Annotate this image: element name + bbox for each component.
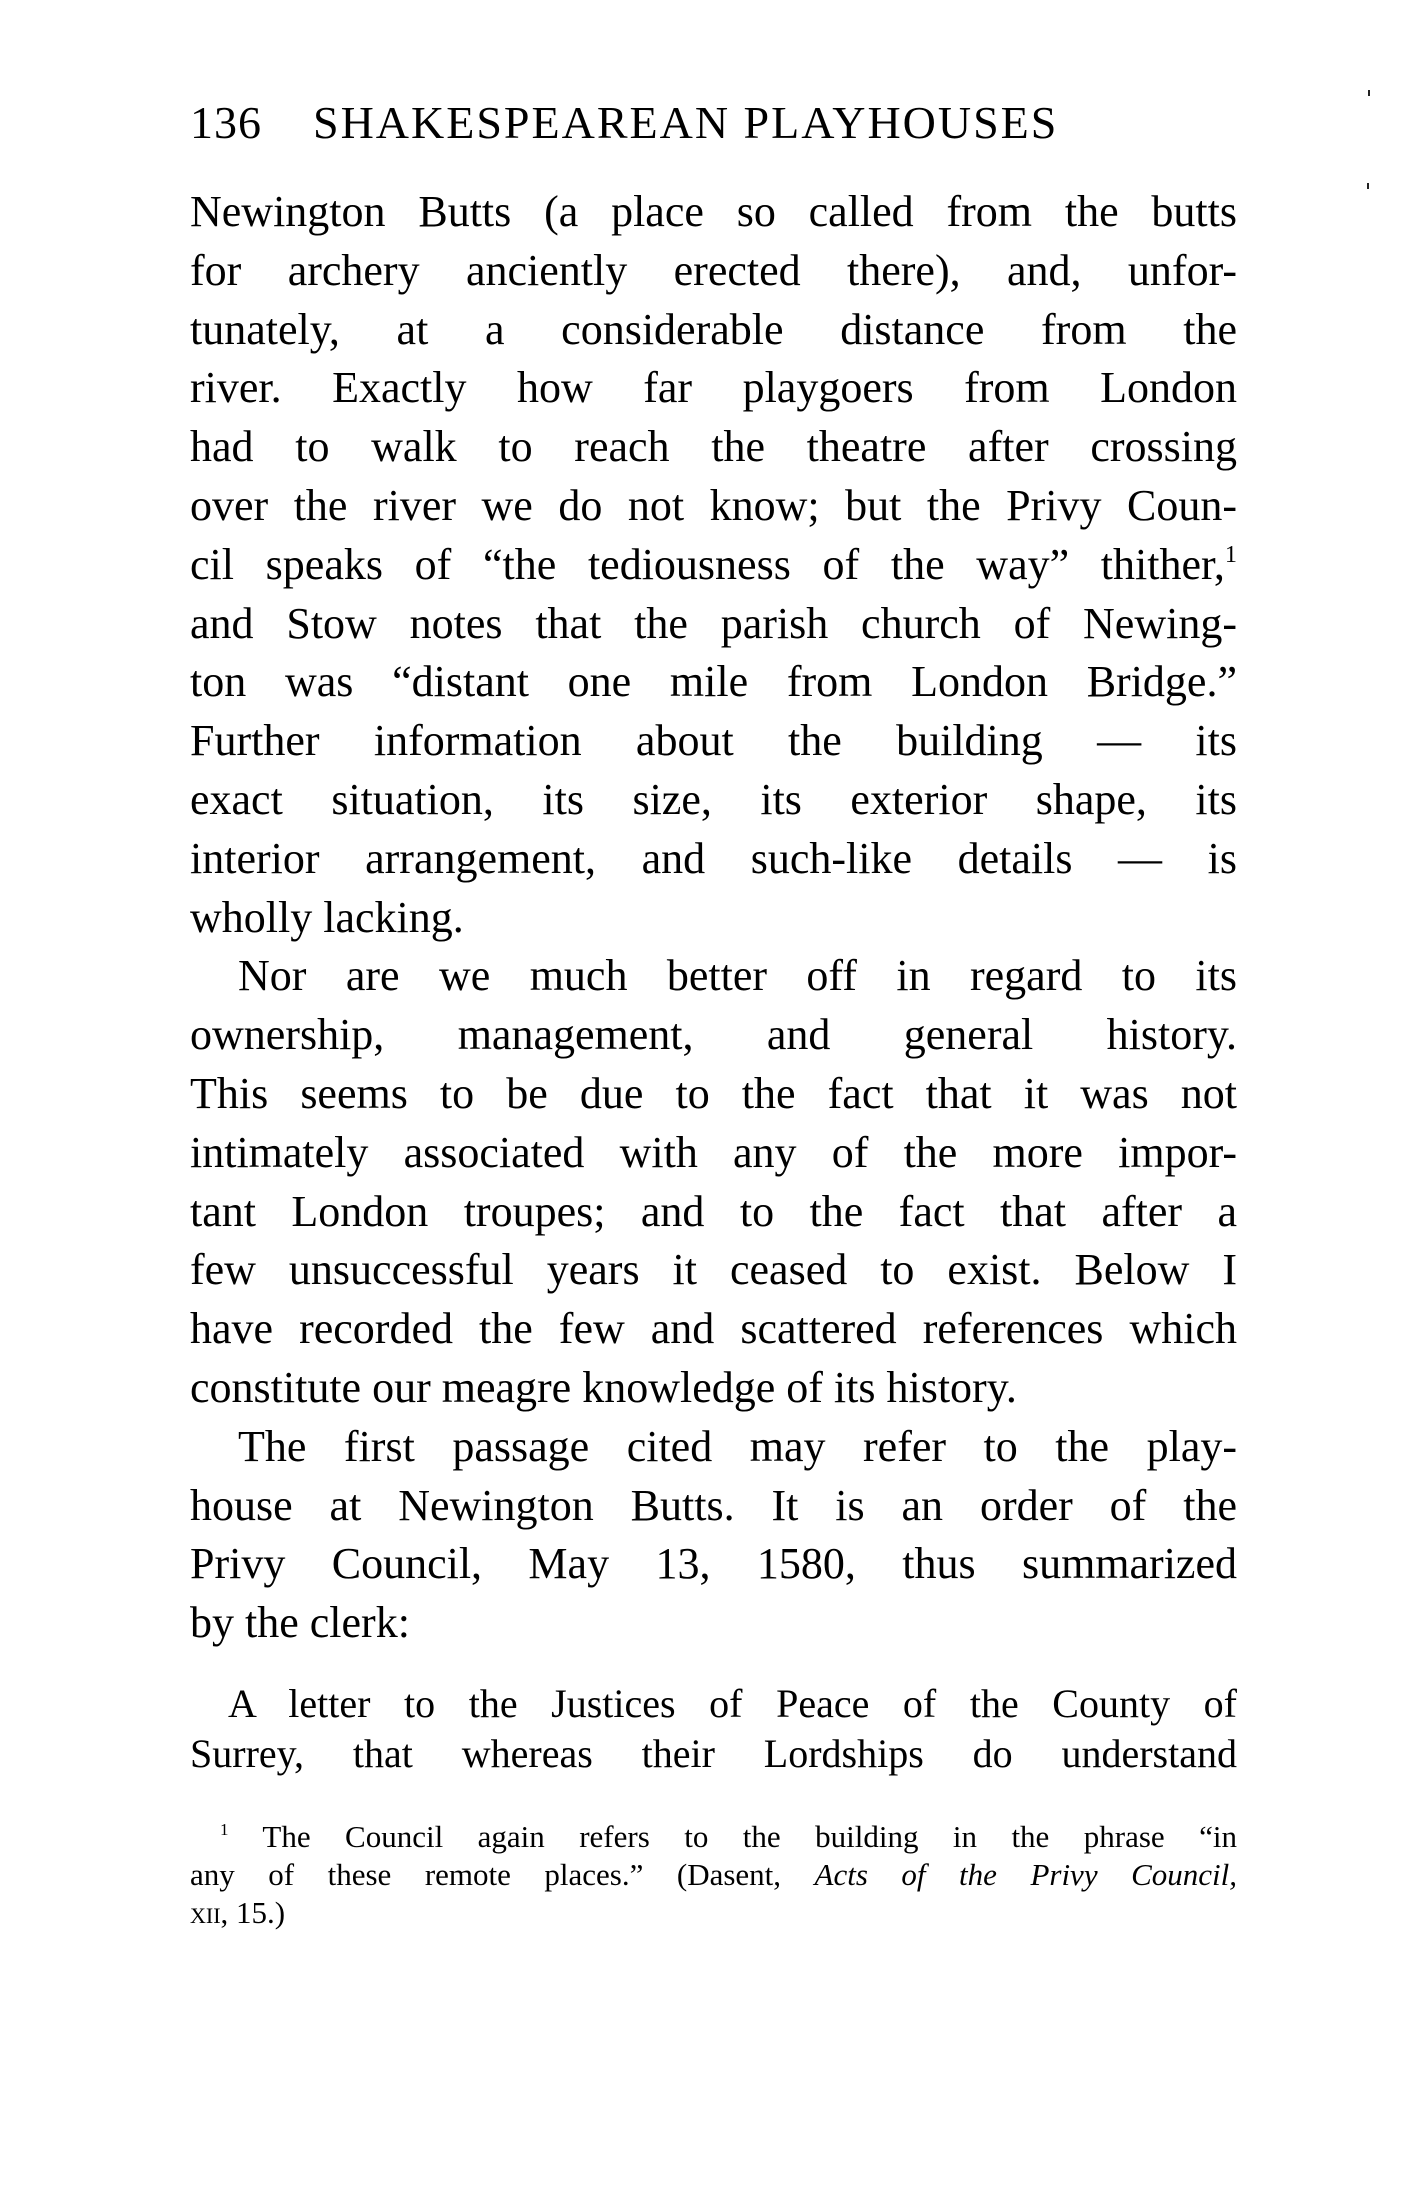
footnote-ref-1[interactable]: 1 [1224,541,1237,569]
quote-line: Surrey, that whereas their Lordships do understand [190,1731,1237,1776]
text-line: Nor are we much better off in regard to its [238,951,1237,1000]
text-line: intimately associated with any of the more impor- [190,1128,1237,1177]
scan-speck [1367,183,1369,189]
text-line: by the clerk: [190,1598,410,1647]
text-line: exact situation, its size, its exterior shape, its [190,775,1237,824]
text-line: tunately, at a considerable distance from the [190,305,1237,354]
scan-speck [1368,90,1370,96]
footnote-text: The Council again refers to the building in the phrase “in [262,1819,1237,1854]
text-line-with-footnote-ref [190,540,1237,589]
page-number: 136 [190,97,262,148]
footnote-line [190,1859,1237,1890]
text-line: for archery anciently erected there), and, unfor- [190,246,1237,295]
text-line: Newington Butts (a place so called from the butts [190,187,1237,236]
running-head [190,97,1170,148]
footnote-text: any of these remote places.” (Dasent, [190,1857,815,1892]
text-line: over the river we do not know; but the Privy Coun- [190,481,1237,530]
text-line: river. Exactly how far playgoers from London [190,363,1237,412]
text-line: wholly lacking. [190,893,464,942]
footnote-line: xii, 15.) [190,1895,286,1930]
text-line: ownership, management, and general history. [190,1010,1237,1059]
text-line-content: cil speaks of “the tediousness of the way” thither, [190,540,1225,589]
book-title: SHAKESPEAREAN PLAYHOUSES [313,97,1059,148]
footnote-citation-title: Acts of the Privy Council, [814,1857,1237,1892]
text-line: house at Newington Butts. It is an order of the [190,1481,1237,1530]
text-line: The first passage cited may refer to the play- [238,1422,1237,1471]
text-line: had to walk to reach the theatre after crossing [190,422,1237,471]
text-line: have recorded the few and scattered references which [190,1304,1237,1353]
text-line: constitute our meagre knowledge of its history. [190,1363,1017,1412]
quote-line: A letter to the Justices of Peace of the County of [228,1681,1237,1726]
text-line: interior arrangement, and such-like details — is [190,834,1237,883]
text-line: and Stow notes that the parish church of Newing- [190,599,1237,648]
text-line: ton was “distant one mile from London Bridge.” [190,657,1237,706]
text-line: tant London troupes; and to the fact that after a [190,1187,1237,1236]
text-line: few unsuccessful years it ceased to exist. Below I [190,1245,1237,1294]
footnote-line [220,1821,1237,1852]
text-line: Further information about the building — its [190,716,1237,765]
footnote-marker: 1 [220,1820,229,1840]
text-line: This seems to be due to the fact that it was not [190,1069,1237,1118]
text-line: Privy Council, May 13, 1580, thus summarized [190,1539,1237,1588]
